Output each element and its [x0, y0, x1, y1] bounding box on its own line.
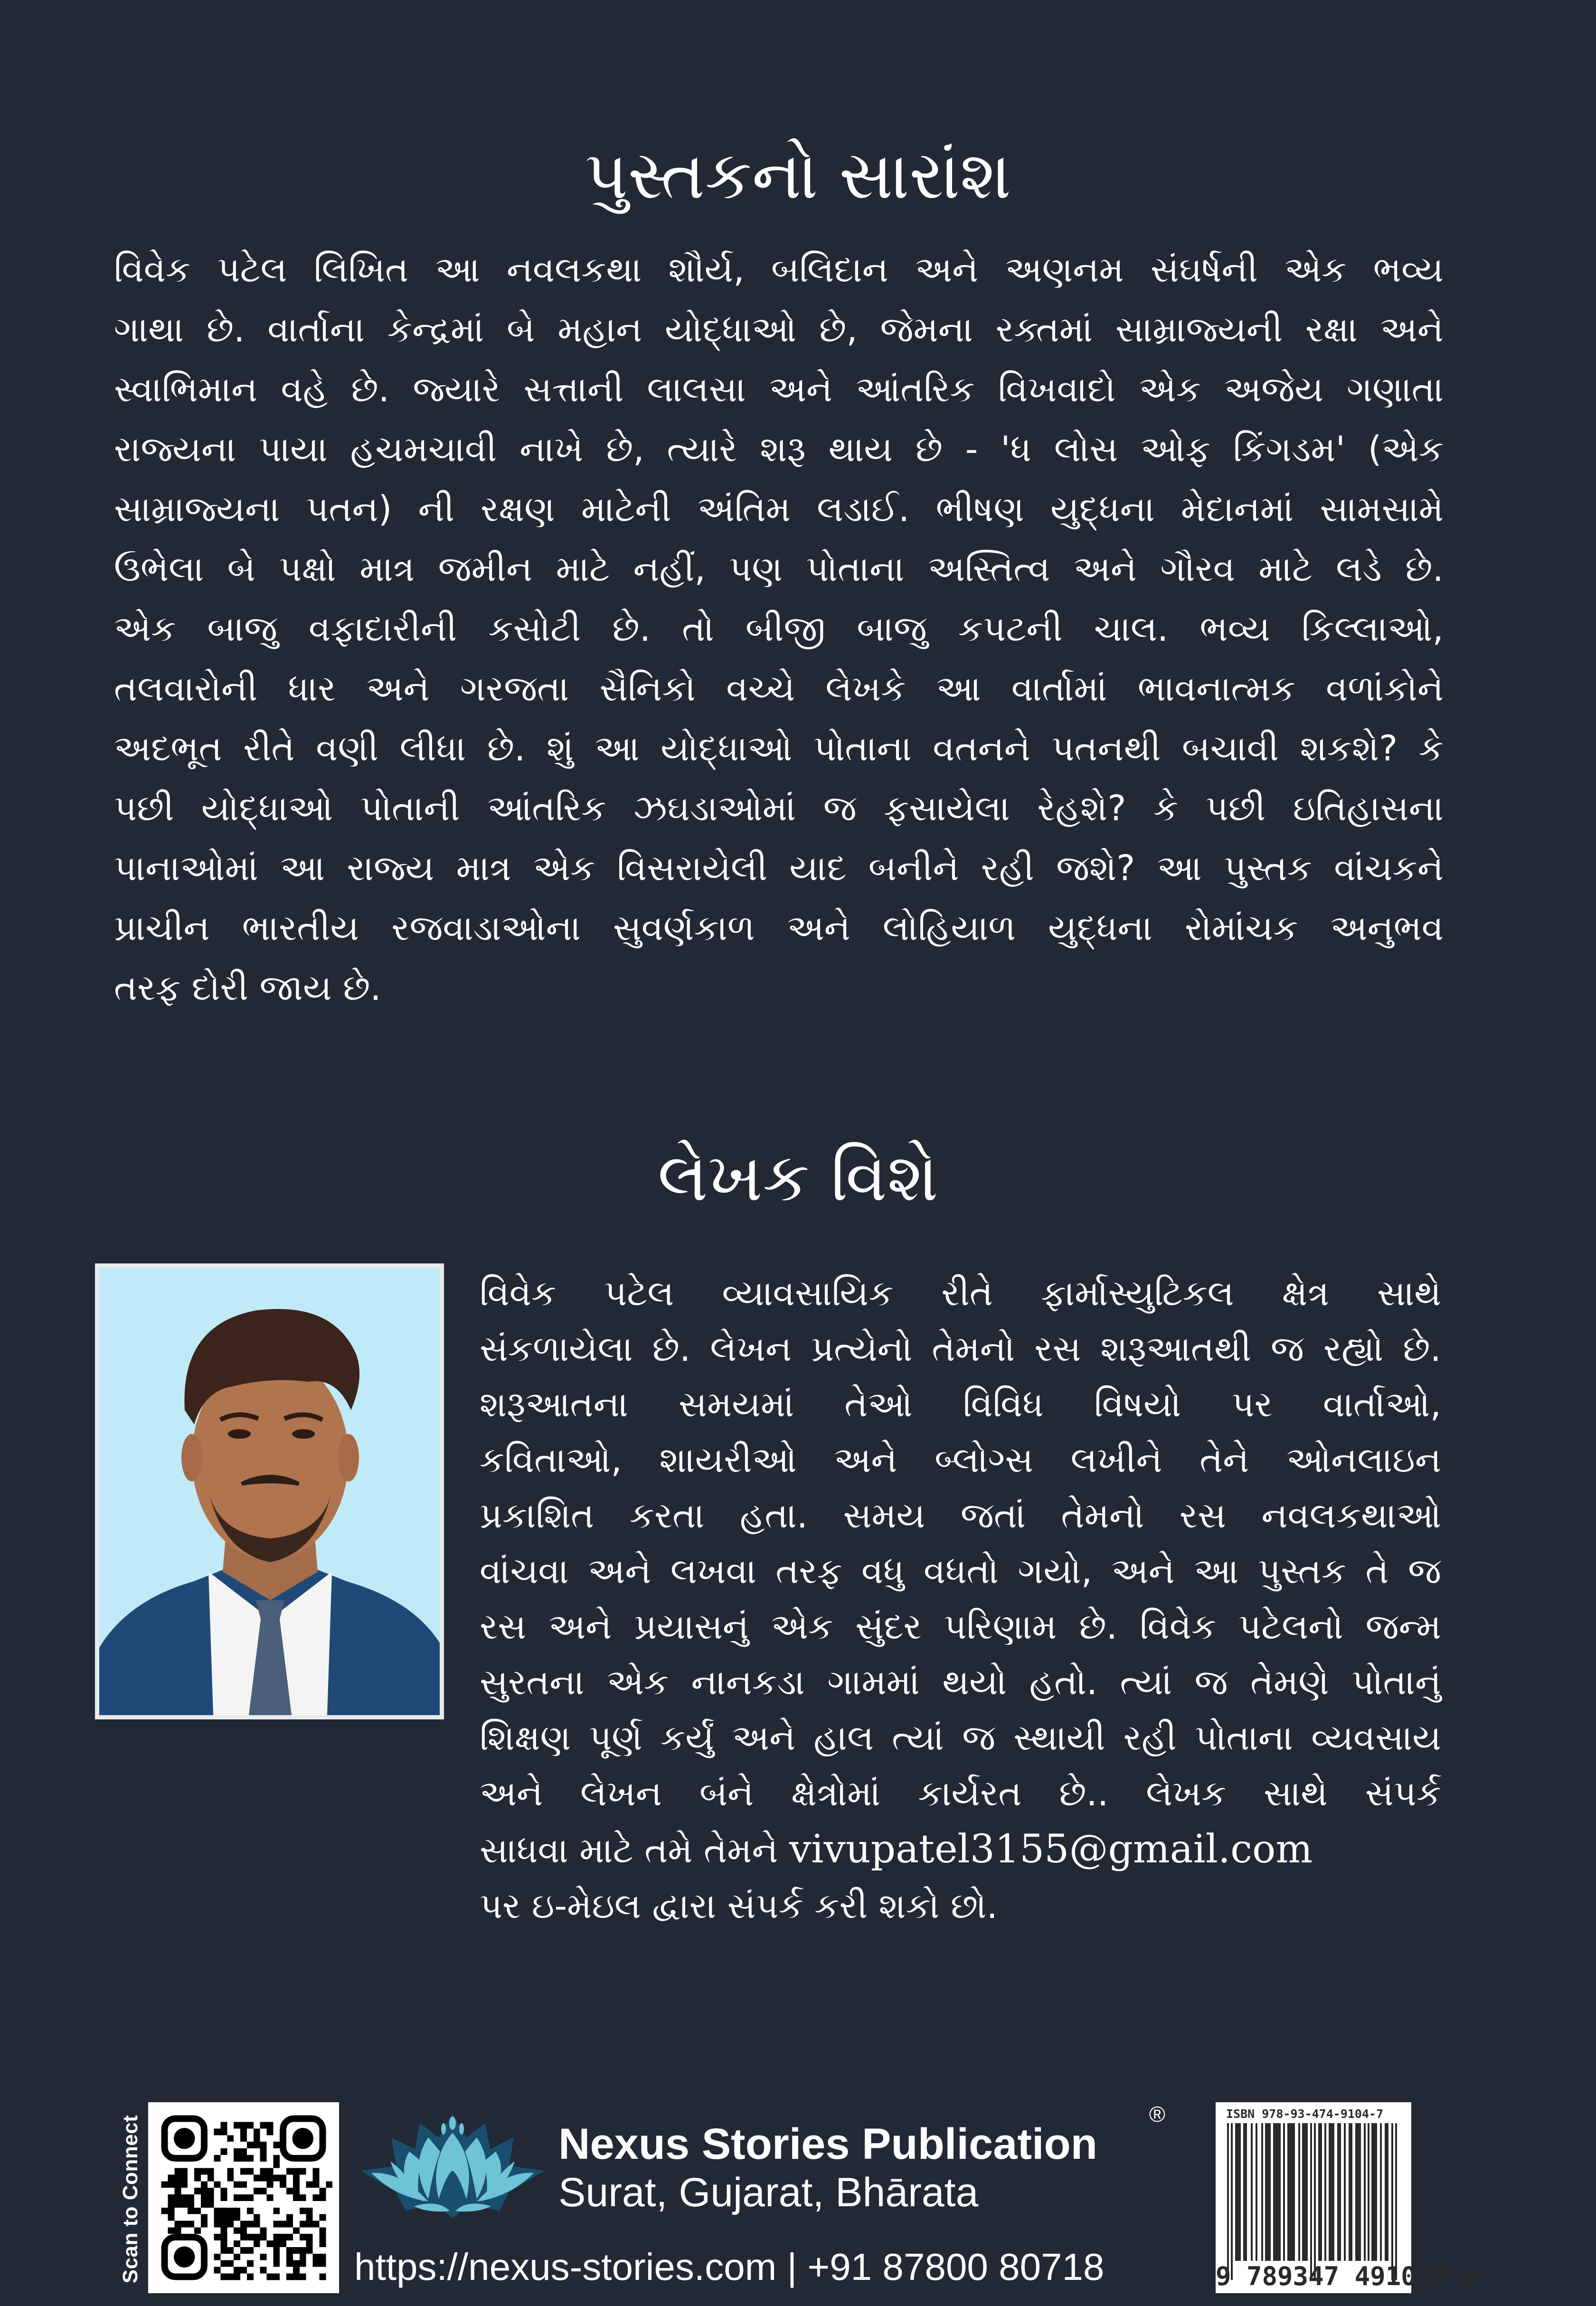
qr-code[interactable]: [148, 2102, 339, 2293]
author-heading: લેખક વિશે: [657, 1139, 939, 1216]
bio-line: સુરતના એક નાનકડા ગામમાં થયો હતો. ત્યાં જ તેમણે પોતાનું: [480, 1662, 1441, 1703]
publisher-lotus-logo: [357, 2104, 548, 2218]
scan-to-connect-label: Scan to Connect: [119, 2115, 142, 2284]
lotus-logo-icon: [357, 2104, 548, 2218]
summary-line: સામ્રાજ્યના પતન) ની રક્ષણ માટેની અંતિમ લડાઈ. ભીષણ યુદ્ધના મેદાનમાં સામસામે: [114, 489, 1444, 530]
summary-paragraph: [114, 240, 1444, 1018]
summary-line: પ્રાચીન ભારતીય રજવાડાઓના સુવર્ણકાળ અને લોહિયાળ યુદ્ધના રોમાંચક અનુભવ: [114, 908, 1444, 949]
author-portrait-icon: [99, 1268, 440, 1715]
author-bio: [480, 1266, 1441, 1934]
summary-line: પાનાઓમાં આ રાજ્ય માત્ર એક વિસરાયેલી યાદ બનીને રહી જશે? આ પુસ્તક વાંચકને: [114, 848, 1444, 889]
summary-line: તલવારોની ધાર અને ગરજતા સૈનિકો વચ્ચે લેખકે આ વાર્તામાં ભાવનાત્મક વળાંકોને: [114, 668, 1444, 709]
bio-line: શરૂઆતના સમયમાં તેઓ વિવિધ વિષયો પર વાર્તાઓ,: [480, 1384, 1441, 1425]
bio-email-prefix: સાધવા માટે તમે તેમને: [480, 1830, 789, 1871]
bio-line: શિક્ષણ પૂર્ણ કર્યું અને હાલ ત્યાં જ સ્થાયી રહી પોતાના વ્યવસાય: [480, 1718, 1441, 1758]
bio-line: વિવેક પટેલ વ્યાવસાયિક રીતે ફાર્માસ્યુટિકલ ક્ષેત્ર સાથે: [480, 1273, 1441, 1314]
publisher-contact-link[interactable]: https://nexus-stories.com | +91 87800 80718: [354, 2246, 1105, 2288]
bio-line: અને લેખન બંને ક્ષેત્રોમાં કાર્યરત છે.. લેખક સાથે સંપર્ક: [480, 1773, 1441, 1814]
publisher-location: Surat, Gujarat, Bhārata: [558, 2170, 979, 2215]
summary-line: એક બાજુ વફાદારીની કસોટી છે. તો બીજી બાજુ કપટની ચાલ. ભવ્ય કિલ્લાઓ,: [114, 608, 1444, 649]
bio-line: કવિતાઓ, શાયરીઓ અને બ્લોગ્સ લખીને તેને ઓનલાઇન: [480, 1440, 1441, 1480]
summary-line: અદભૂત રીતે વણી લીધા છે. શું આ યોદ્ધાઓ પોતાના વતનને પતનથી બચાવી શકશે? કે: [114, 728, 1444, 769]
bio-email-line: [480, 1822, 1441, 1879]
isbn-label: ISBN 978-93-474-9104-7: [1226, 2107, 1384, 2121]
bio-line: રસ અને પ્રયાસનું એક સુંદર પરિણામ છે. વિવેક પટેલનો જન્મ: [480, 1606, 1441, 1647]
qr-code-icon: [148, 2102, 339, 2293]
author-email-link[interactable]: vivupatel3155@gmail.com: [789, 1827, 1313, 1872]
bio-line: વાંચવા અને લખવા તરફ વધુ વધતો ગયો, અને આ પુસ્તક તે જ: [480, 1551, 1441, 1592]
summary-line: પછી યોદ્ધાઓ પોતાની આંતરિક ઝઘડાઓમાં જ ફસાયેલા રેહશે? કે પછી ઇતિહાસના: [114, 788, 1444, 829]
publisher-name: Nexus Stories Publication: [558, 2120, 1097, 2168]
bio-line: પર ઇ-મેઇલ દ્વારા સંપર્ક કરી શકો છો.: [480, 1886, 998, 1926]
registered-trademark-icon: ®: [1149, 2102, 1165, 2126]
bio-line: સંકળાયેલા છે. લેખન પ્રત્યેનો તેમનો રસ શરૂઆતથી જ રહ્યો છે.: [480, 1329, 1441, 1369]
summary-heading: પુસ્તકનો સારાંશ: [585, 137, 1011, 214]
author-photo-frame: [95, 1263, 444, 1719]
summary-line: ઉભેલા બે પક્ષો માત્ર જમીન માટે નહીં, પણ પોતાના અસ્તિત્વ અને ગૌરવ માટે લડે છે.: [114, 549, 1444, 589]
isbn-barcode: [1216, 2102, 1478, 2293]
bio-line: પ્રકાશિત કરતા હતા. સમય જતાં તેમનો રસ નવલકથાઓ: [480, 1495, 1441, 1536]
summary-line: વિવેક પટેલ લિખિત આ નવલકથા શૌર્ય, બલિદાન અને અણનમ સંઘર્ષની એક ભવ્ય: [114, 249, 1444, 290]
summary-line: ગાથા છે. વાર્તાના કેન્દ્રમાં બે મહાન યોદ્ધાઓ છે, જેમના રક્તમાં સામ્રાજ્યની રક્ષા અને: [114, 309, 1444, 350]
summary-line: રાજ્યના પાયા હચમચાવી નાખે છે, ત્યારે શરૂ થાય છે - 'ધ લોસ ઓફ કિંગડમ' (એક: [114, 429, 1444, 470]
author-photo: [99, 1268, 440, 1715]
summary-line: સ્વાભિમાન વહે છે. જ્યારે સત્તાની લાલસા અને આંતરિક વિખવાદો એક અજેય ગણાતા: [114, 369, 1444, 410]
barcode-digits: 9 789347 491047 >: [1216, 2261, 1478, 2291]
summary-line: તરફ દોરી જાય છે.: [114, 968, 381, 1008]
